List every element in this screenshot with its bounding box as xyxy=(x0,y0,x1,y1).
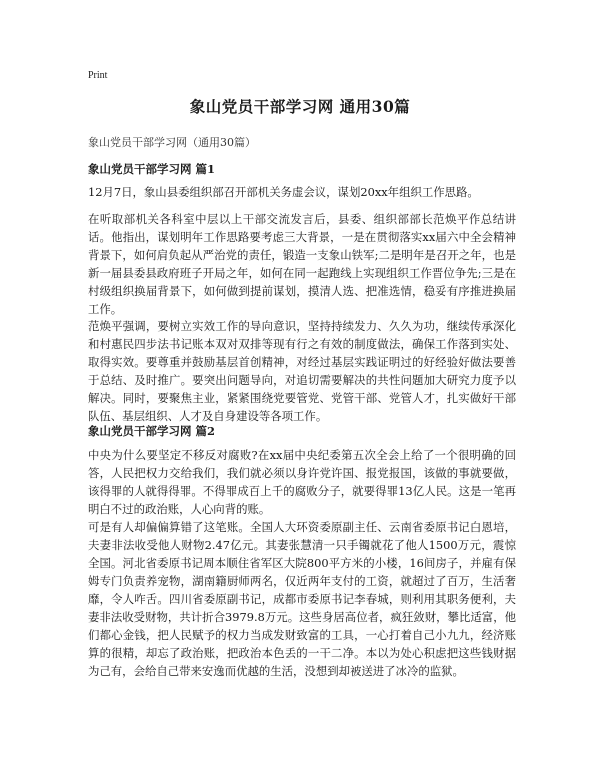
paragraph-text: 范焕平强调，要树立实效工作的导向意识，坚持持续发力、久久为功，继续传承深化和村惠民四步法书记账本双对双排等现有行之有效的制度做法，确保工作落到实处、取得实效。要尊重并鼓励基层首创精神，对经过基层实践证明过的好经验好做法要善于总结、及时推广。要突出问题导向，对追切需要解决的共性问题加大研究力度予以解决。同时，要聚焦主业，紧紧围绕党要管党、党管干部、党管人才，扎实做好干部队伍、基层组织、人才及自身建设等各项工作。 xyxy=(88,319,516,423)
paragraph-text: 可是有人却偏偏算错了这笔账。全国人大环资委原副主任、云南省委原书记白恩培，夫妻非法收受他人财物2.47亿元。其妻张慧清一只手镯就花了他人1500万元，震惊全国。河北省委原书记周本顺住省军区大院800平方米的小楼，16间房子，并雇有保姆专门负责养宠物，湖南籍厨师两名，仅近两年支付的工资，就超过了百万，生活奢靡，令人咋舌。四川省委原副书记，成都市委原书记李春城，则利用其职务便利，夫妻非法收受财物，共计折合3979.8万元。这些身居高位者，疯狂敛财，攀比适富，他们都心金钱，把人民赋予的权力当成发财致富的工具，一心打着自己小九九，经济账算的很精，却忘了政治账，把政治本色丢的一干二净。本以为处心积虑把这些钱财据为己有，会给自己带来安逸而优越的生活，没想到却被送进了冰冷的监狱。 xyxy=(88,520,516,678)
paragraph xyxy=(88,446,516,518)
paragraph-text: 中央为什么要坚定不移反对腐败?在xx届中央纪委第五次全会上给了一个很明确的回答，人民把权力交给我们，我们就必须以身许党许国、报党报国，该做的事就要做，该得罪的人就得得罪。不得罪成百上千的腐败分子，就要得罪13亿人民。这是一笔再明白不过的政治账，人心向背的账。 xyxy=(88,448,516,516)
section-heading-1: 象山党员干部学习网 篇1 xyxy=(88,162,216,176)
section-heading-2: 象山党员干部学习网 篇2 xyxy=(88,424,216,438)
paragraph xyxy=(88,518,516,680)
page-title: 象山党员干部学习网 通用30篇 xyxy=(189,97,411,116)
paragraph-text: 12月7日，象山县委组织部召开部机关务虚会议，谋划20xx年组织工作思路。 xyxy=(88,185,479,199)
paragraph-text: 在听取部机关各科室中层以上干部交流发言后，县委、组织部部长范焕平作总结讲话。他指出，谋划明年工作思路要考虑三大背景，一是在贯彻落实xx届六中全会精神背景下，如何肩负起从严治党的责任，锻造一支象山铁军;二是明年是召开之年，也是新一届县委县政府班子开局之年，如何在同一起跑线上实现组织工作晋位争先;三是在村级组织换届背景下，如何做到提前谋划，摸清人选、把准选情，稳妥有序推进换届工作。 xyxy=(88,212,516,316)
paragraph xyxy=(88,183,516,201)
paragraph xyxy=(88,210,516,318)
paragraph xyxy=(88,317,516,425)
print-link[interactable]: Print xyxy=(88,70,108,81)
document-subtitle: 象山党员干部学习网（通用30篇） xyxy=(88,136,256,149)
